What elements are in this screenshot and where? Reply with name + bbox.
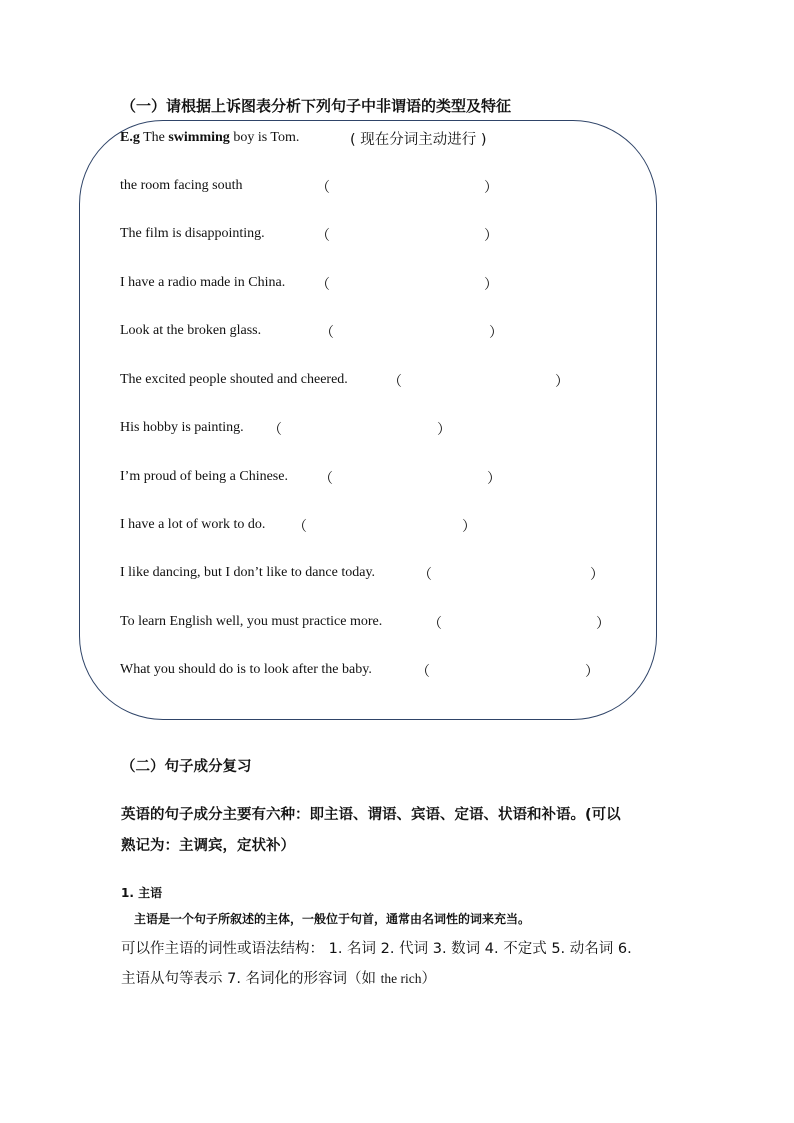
answer-blank-8[interactable] [307, 516, 458, 536]
section2-intro-line1: 英语的句子成分主要有六种：即主语、谓语、宾语、定语、状语和补语。(可以 [121, 807, 621, 823]
subject-list-line2-end: ） [421, 971, 437, 987]
section2-intro-line2: 熟记为：主调宾，定状补） [121, 838, 295, 854]
answer-paren-close-5: ） [555, 374, 569, 390]
sentence-11: What you should do is to look after the baby. [120, 662, 372, 677]
section1-heading: （一）请根据上诉图表分析下列句子中非谓语的类型及特征 [121, 97, 512, 115]
sentence-3: I have a radio made in China. [120, 275, 286, 290]
answer-blank-1[interactable] [330, 177, 480, 197]
answer-blank-9[interactable] [432, 564, 586, 584]
example-post: boy is Tom. [229, 130, 300, 145]
subject-list-line2 [121, 967, 436, 988]
answer-paren-open-3: （ [316, 277, 330, 293]
answer-paren-close-3: ） [484, 277, 498, 293]
sentence-10: To learn English well, you must practice more. [120, 614, 383, 629]
answer-blank-5[interactable] [402, 371, 551, 391]
sentence-5: The excited people shouted and cheered. [120, 372, 348, 387]
answer-paren-open-8: （ [293, 519, 307, 535]
example-pre: The [143, 130, 169, 145]
sentence-8: I have a lot of work to do. [120, 517, 266, 532]
answer-blank-10[interactable] [442, 613, 592, 633]
example-answer [350, 128, 487, 149]
section2-heading: （二）句子成分复习 [121, 759, 252, 775]
answer-blank-6[interactable] [282, 419, 433, 439]
answer-paren-open-4: （ [320, 325, 334, 341]
example-paren-close: ) [476, 132, 487, 148]
example-bold-word: swimming [168, 130, 230, 145]
subject-desc: 主语是一个句子所叙述的主体，一般位于句首，通常由名词性的词来充当。 [134, 912, 531, 926]
sentence-7: I’m proud of being a Chinese. [120, 469, 288, 484]
answer-paren-open-1: （ [316, 180, 330, 196]
example-label: E.g [120, 130, 140, 145]
answer-paren-close-2: ） [484, 228, 498, 244]
example-answer-text: 现在分词主动进行 [360, 132, 477, 148]
subject-list-line2-en: the rich [380, 971, 422, 986]
sentence-4: Look at the broken glass. [120, 323, 262, 338]
answer-paren-open-9: （ [418, 567, 432, 583]
answer-blank-2[interactable] [330, 225, 480, 245]
subject-title: 1. 主语 [121, 886, 163, 900]
answer-paren-open-11: （ [416, 664, 430, 680]
answer-blank-4[interactable] [334, 322, 485, 342]
answer-paren-open-10: （ [428, 616, 442, 632]
answer-paren-close-7: ） [487, 471, 501, 487]
answer-blank-7[interactable] [333, 468, 483, 488]
sentence-9: I like dancing, but I don’t like to dance today. [120, 565, 376, 580]
sentence-6: His hobby is painting. [120, 420, 244, 435]
answer-paren-close-8: ） [462, 519, 476, 535]
answer-paren-close-10: ） [596, 616, 610, 632]
answer-paren-close-11: ） [585, 664, 599, 680]
sentence-1: the room facing south [120, 178, 243, 193]
answer-paren-open-5: （ [388, 374, 402, 390]
example-line [120, 130, 299, 146]
subject-list-line2-cn: 主语从句等表示 7. 名词化的形容词（如 [121, 971, 381, 987]
answer-paren-close-1: ） [484, 180, 498, 196]
answer-blank-11[interactable] [430, 661, 581, 681]
answer-paren-close-4: ） [489, 325, 503, 341]
example-paren-open: ( [350, 132, 361, 148]
answer-blank-3[interactable] [330, 274, 480, 294]
answer-paren-open-7: （ [319, 471, 333, 487]
sentence-2: The film is disappointing. [120, 226, 265, 241]
answer-paren-close-6: ） [437, 422, 451, 438]
subject-list-line1: 可以作主语的词性或语法结构： 1. 名词 2. 代词 3. 数词 4. 不定式 5. 动名词 6. [121, 941, 632, 957]
answer-paren-open-6: （ [268, 422, 282, 438]
answer-paren-open-2: （ [316, 228, 330, 244]
answer-paren-close-9: ） [590, 567, 604, 583]
